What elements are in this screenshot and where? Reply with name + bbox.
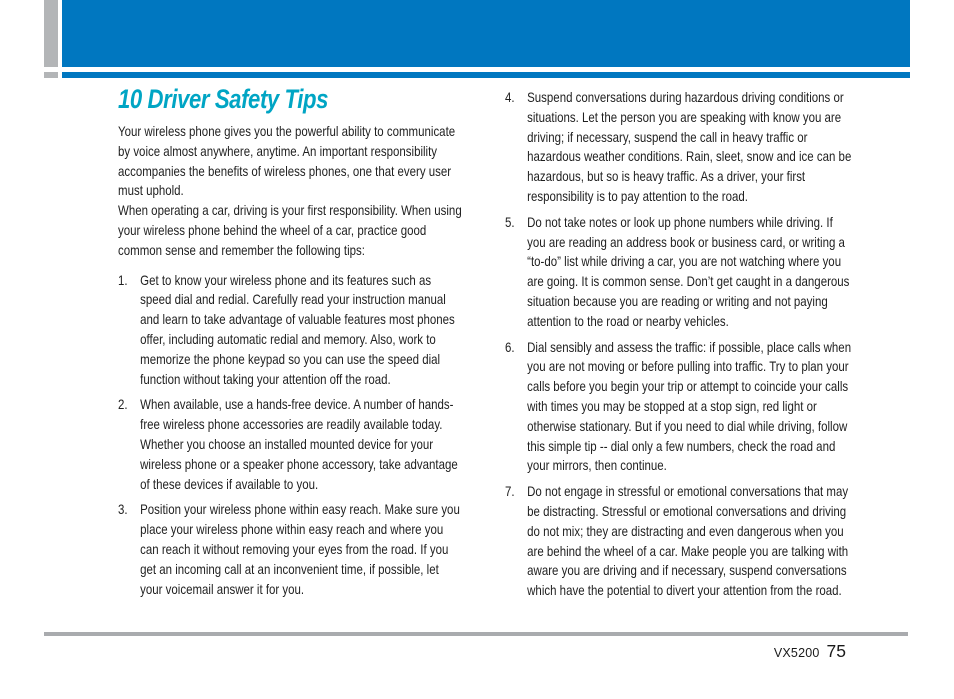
footer-rule (44, 632, 908, 636)
page-title: 10 Driver Safety Tips (118, 84, 329, 114)
tip-item (118, 271, 464, 390)
header-accent-strip (44, 0, 58, 67)
tip-text: Dial sensibly and assess the traffic: if possible, place calls when you are not moving or before pulling into traffic. Try to plan your calls before you begin your trip or attempt to coincide your calls with times you may be stopped at a stop sign, red light or otherwise stationary. But if you need to dial while driving, follow this simple tip -- dial only a few numbers, check the road and your mirrors, then continue. (527, 338, 852, 474)
tip-number: 7. (505, 483, 515, 500)
tip-text: Suspend conversations during hazardous driving conditions or situations. Let the person you are speaking with know you are driving; if necessary, suspend the call in heavy traffic or hazardous weather conditions. Rain, sleet, snow and ice can be hazardous, but so is heavy traffic. As a driver, your first responsibility is to pay attention to the road. (527, 89, 852, 204)
footer-model: VX5200 (773, 646, 820, 660)
footer-identifier (774, 641, 846, 662)
tip-number: 5. (505, 213, 515, 230)
tip-text: When available, use a hands-free device. A number of hands-free wireless phone accessories are readily available today. Whether you choose an installed mounted device for your wireless phone or a speaker phone accessory, take advantage of these devices if available to you. (140, 396, 458, 492)
tips-list-right (505, 88, 853, 601)
header-rule-accent (44, 72, 58, 78)
tip-number: 1. (118, 271, 128, 288)
tip-number: 2. (118, 396, 128, 413)
header-bar (62, 0, 910, 67)
header-rule (62, 72, 910, 78)
tip-text: Get to know your wireless phone and its features such as speed dial and redial. Carefully read your instruction manual and learn to take advantage of valuable features most phones offer, including automatic redial and memory. Also, work to memorize the phone keypad so you can use the speed dial function without taking your attention off the road. (140, 271, 455, 387)
right-column (505, 88, 853, 607)
tip-number: 6. (505, 338, 515, 355)
tips-list-left (118, 271, 464, 600)
left-column (118, 84, 464, 605)
tip-text: Do not take notes or look up phone numbers while driving. If you are reading an address book or business card, or writing a “to-do” list while driving a car, you are not watching where you are going. It is common sense. Don’t get caught in a dangerous situation because you are reading or writing and not paying attention to the road or nearby vehicles. (527, 213, 850, 329)
intro-paragraph: When operating a car, driving is your first responsibility. When using your wireless phone behind the wheel of a car, practice good common sense and remember the following tips: (118, 202, 462, 258)
page-number: 75 (826, 641, 846, 661)
tip-number: 3. (118, 501, 128, 518)
tip-item (118, 395, 464, 494)
tip-item (505, 213, 853, 332)
tip-item (505, 88, 853, 207)
tip-text: Position your wireless phone within easy reach. Make sure you place your wireless phone within easy reach and where you can reach it without removing your eyes from the road. If you get an incoming call at an inconvenient time, if possible, let your voicemail answer it for you. (140, 501, 460, 597)
intro-block (118, 122, 464, 261)
intro-paragraph: Your wireless phone gives you the powerful ability to communicate by voice almost anywhere, anytime. An important responsibility accompanies the benefits of wireless phones, one that every user must uphold. (118, 123, 456, 199)
tip-item (118, 500, 464, 599)
tip-item (505, 482, 853, 601)
tip-item (505, 338, 853, 477)
tip-text: Do not engage in stressful or emotional conversations that may be distracting. Stressful or emotional conversations and driving do not mix; they are distracting and even dangerous when you are behind the wheel of a car. Make people you are talking with aware you are driving and if necessary, suspend conversations which have the potential to divert your attention from the road. (527, 483, 849, 599)
tip-number: 4. (505, 89, 515, 105)
